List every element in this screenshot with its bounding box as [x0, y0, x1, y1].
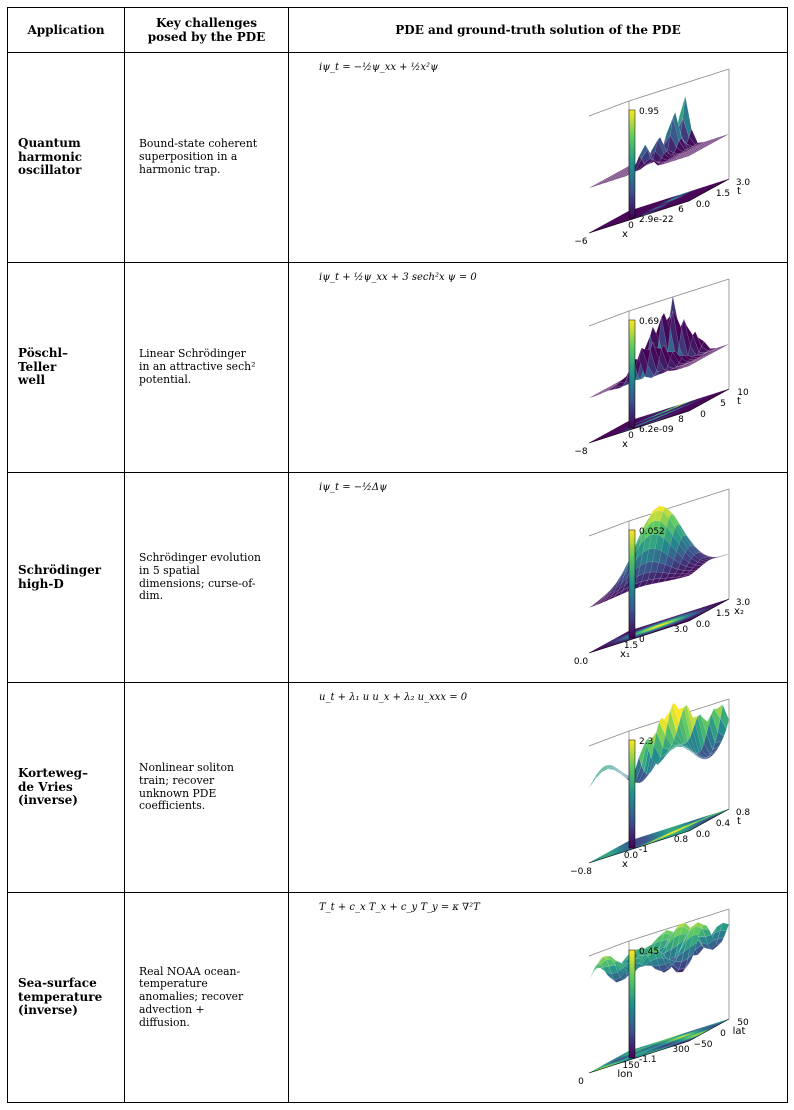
pde-cell: [289, 683, 788, 893]
pde-equation: iψ_t = −½ψ_xx + ½x²ψ: [319, 62, 438, 73]
y-axis-label: lat: [732, 1026, 746, 1037]
y-tick-label: 3.0: [735, 598, 751, 608]
y-tick-label: 0.8: [735, 808, 751, 818]
y-tick-label: 0.0: [695, 620, 711, 630]
header-challenges: Key challenges posed by the PDE: [125, 8, 289, 53]
colorbar-bar: [629, 530, 635, 638]
surface-cell: [589, 604, 598, 608]
y-tick-label: 0.0: [695, 200, 711, 210]
x-tick-label: 0.8: [673, 835, 689, 845]
y-tick-label: 0.0: [695, 830, 711, 840]
axis-pane-edge: [629, 489, 729, 521]
y-tick-label: 10: [737, 388, 749, 398]
pde-equation: iψ_t = −½Δψ: [319, 482, 387, 493]
x-axis-label: x: [622, 229, 628, 240]
pde-cell: [289, 893, 788, 1103]
axis-pane-edge: [589, 311, 629, 326]
header-application: Application: [8, 8, 125, 53]
solution-plot: [289, 263, 788, 472]
solution-plot: [289, 473, 788, 682]
y-axis-label: t: [737, 396, 741, 407]
x-tick-label: 0: [578, 1077, 584, 1087]
y-tick-label: 0: [720, 1029, 726, 1039]
y-tick-label: 0.4: [715, 819, 731, 829]
y-tick-label: −50: [693, 1040, 713, 1050]
y-axis-label: t: [737, 816, 741, 827]
x-tick-label: 300: [672, 1045, 690, 1055]
surface-cell: [592, 964, 601, 976]
axis-pane-edge: [589, 731, 629, 746]
pde-cell: [289, 263, 788, 473]
challenge-text: Linear Schrödinger in an attractive sech² potential.: [125, 263, 289, 473]
colorbar-max-label: 0.052: [639, 527, 665, 537]
table-row: [8, 263, 788, 473]
surface-mesh: [589, 704, 729, 788]
y-axis-label: x₂: [734, 606, 744, 617]
y-tick-label: 1.5: [715, 189, 731, 199]
colorbar-min-label: 6.2e-09: [639, 425, 674, 435]
x-axis-label: x₁: [620, 649, 630, 660]
colorbar-min-label: 0: [639, 635, 645, 645]
x-tick-label: 0: [628, 431, 634, 441]
application-name: Schrödinger high-D: [8, 473, 125, 683]
y-tick-label: 0: [700, 410, 706, 420]
surface-cell: [589, 964, 598, 981]
x-tick-label: −0.8: [570, 867, 592, 877]
table-row: [8, 53, 788, 263]
x-tick-label: −8: [574, 447, 588, 457]
colorbar-max-label: 0.45: [639, 947, 660, 957]
challenge-text: Real NOAA ocean-temperature anomalies; recover advection + diffusion.: [125, 893, 289, 1103]
axis-pane-edge: [589, 521, 629, 536]
colorbar-max-label: 0.95: [639, 107, 660, 117]
challenge-text: Nonlinear soliton train; recover unknown PDE coefficients.: [125, 683, 289, 893]
application-name: Quantum harmonic oscillator: [8, 53, 125, 263]
pde-equation: u_t + λ₁ u u_x + λ₂ u_xxx = 0: [319, 692, 468, 703]
pde-equation: iψ_t + ½ψ_xx + 3 sech²x ψ = 0: [319, 272, 477, 283]
x-tick-label: −6: [574, 237, 588, 247]
pde-cell: [289, 473, 788, 683]
results-table: [7, 7, 788, 1103]
y-tick-label: 5: [720, 399, 726, 409]
axis-pane-edge: [589, 101, 629, 116]
x-tick-label: 1.5: [623, 641, 639, 651]
y-axis-label: t: [737, 186, 741, 197]
challenge-text: Schrödinger evolution in 5 spatial dimensions; curse-of-dim.: [125, 473, 289, 683]
colorbar-max-label: 0.69: [639, 317, 660, 327]
x-axis-label: lon: [617, 1069, 633, 1080]
solution-plot: [289, 683, 788, 892]
application-name: Sea-surface temperature (inverse): [8, 893, 125, 1103]
y-tick-label: 3.0: [735, 178, 751, 188]
axis-pane-edge: [589, 941, 629, 956]
header-pde: PDE and ground-truth solution of the PDE: [289, 8, 788, 53]
colorbar-bar: [629, 320, 635, 428]
x-tick-label: 0.0: [623, 851, 639, 861]
table-row: [8, 893, 788, 1103]
colorbar-max-label: 2.3: [639, 737, 654, 747]
solution-plot: [289, 53, 788, 262]
colorbar-min-label: 2.9e-22: [639, 215, 674, 225]
solution-plot: [289, 893, 788, 1102]
table-header-row: [8, 8, 788, 53]
pde-equation: T_t + c_x T_x + c_y T_y = κ ∇²T: [319, 902, 480, 913]
x-tick-label: 8: [678, 415, 684, 425]
y-tick-label: 1.5: [715, 609, 731, 619]
colorbar-min-label: -1.1: [639, 1055, 657, 1065]
table-row: [8, 473, 788, 683]
x-tick-label: 0: [628, 221, 634, 231]
colorbar-min-label: -1: [639, 845, 648, 855]
x-tick-label: 3.0: [673, 625, 689, 635]
application-name: Korteweg–de Vries (inverse): [8, 683, 125, 893]
axis-pane-edge: [629, 69, 729, 101]
table-row: [8, 683, 788, 893]
colorbar-bar: [629, 950, 635, 1058]
surface-mesh: [589, 506, 729, 608]
x-tick-label: 150: [622, 1061, 640, 1071]
colorbar-bar: [629, 740, 635, 848]
colorbar-bar: [629, 110, 635, 218]
x-tick-label: 6: [678, 205, 684, 215]
y-tick-label: 50: [737, 1018, 749, 1028]
axis-pane-edge: [629, 279, 729, 311]
surface-mesh: [589, 296, 729, 398]
x-tick-label: 0.0: [573, 657, 589, 667]
challenge-text: Bound-state coherent superposition in a harmonic trap.: [125, 53, 289, 263]
x-axis-label: x: [622, 859, 628, 870]
x-axis-label: x: [622, 439, 628, 450]
application-name: Pöschl–Teller well: [8, 263, 125, 473]
pde-cell: [289, 53, 788, 263]
